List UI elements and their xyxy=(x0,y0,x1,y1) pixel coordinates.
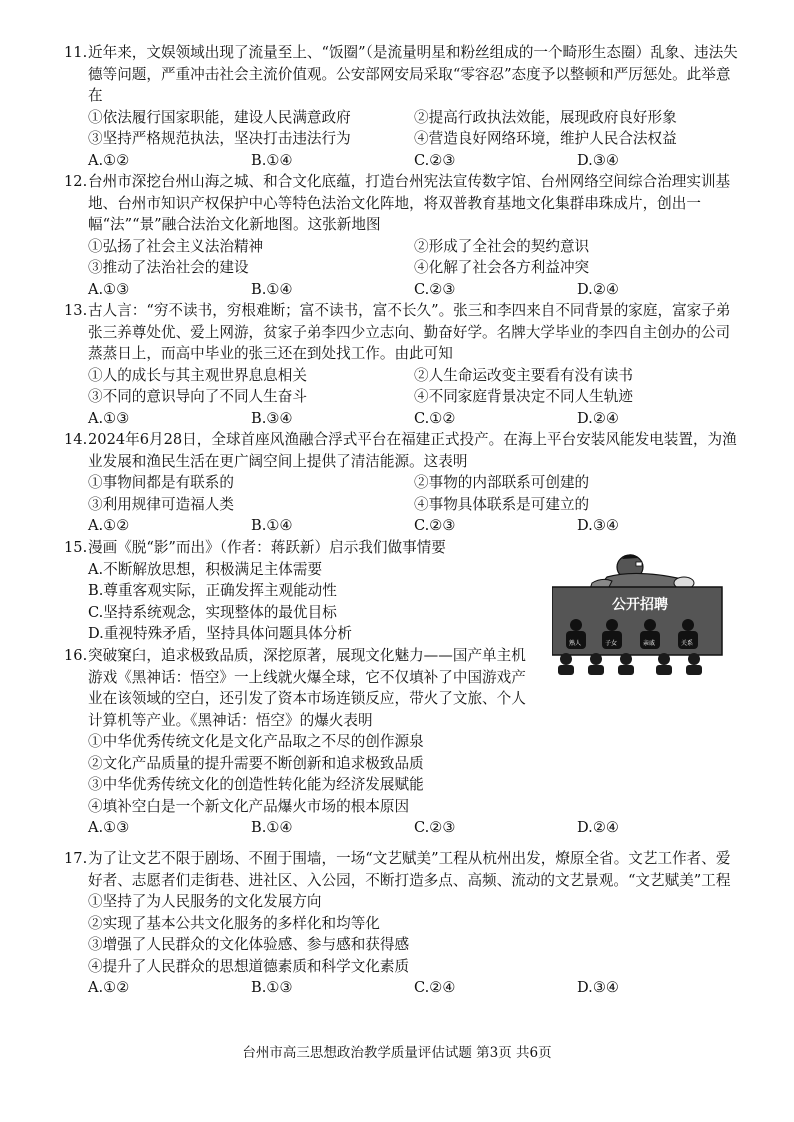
question-number: 14. xyxy=(64,431,88,448)
answer-choice: D.③④ xyxy=(577,151,619,169)
question-14 xyxy=(64,429,740,537)
answer-choice: B.①④ xyxy=(251,819,293,836)
question-number: 13. xyxy=(64,302,88,319)
question-number: 17. xyxy=(64,850,88,867)
answer-choice: D.③④ xyxy=(577,979,619,996)
stem-text: 台州市深挖台州山海之城、和合文化底蕴，打造台州宪法宣传数字馆、台州网络空间综合治理实训基地、台州市知识产权保护中心等特色法治文化阵地，将双普教育基地文化集群串珠成片，创出一幅“法”“景”融合法治文化新地图。这张新地图 xyxy=(88,173,731,233)
question-stem xyxy=(64,537,544,559)
answer-choice: C.②③ xyxy=(414,280,456,298)
question-stem xyxy=(64,645,540,731)
question-13 xyxy=(64,300,740,429)
question-15 xyxy=(64,537,544,645)
question-17 xyxy=(64,848,740,999)
answer-choice: B.①③ xyxy=(251,979,293,996)
answer-choice: C.①② xyxy=(414,409,456,427)
answer-choice: B.①④ xyxy=(251,151,293,169)
option-statement: ③增强了人民群众的文化体验感、参与感和获得感 xyxy=(88,936,410,953)
answer-choice: A.①③ xyxy=(88,409,130,427)
option-statement: ④不同家庭背景决定不同人生轨迹 xyxy=(414,388,633,405)
option-statement: ①依法履行国家职能，建设人民满意政府 xyxy=(88,108,351,126)
option-statement: ③坚持严格规范执法，坚决打击违法行为 xyxy=(88,130,351,147)
option-statement: ①事物间都是有联系的 xyxy=(88,474,234,491)
option-statement: ②人生命运改变主要看有没有读书 xyxy=(414,366,633,384)
silhouette-label: 亲戚 xyxy=(643,640,656,647)
stem-text: 突破窠臼，追求极致品质，深挖原著，展现文化魅力——国产单主机游戏《黑神话：悟空》一上线就火爆全球，它不仅填补了中国游戏产业在该领域的空白，还引发了资本市场连锁反应，带火了文旅、个人计算机等产业。《黑神话：悟空》的爆火表明 xyxy=(88,647,526,729)
silhouette-label: 子女 xyxy=(605,640,618,647)
answer-choice: B.③④ xyxy=(251,409,293,427)
stem-text: 为了让文艺不限于剧场、不囿于围墙，一场“文艺赋美”工程从杭州出发，燎原全省。文艺工作者、爱好者、志愿者们走街巷、进社区、入公园，不断打造多点、高频、流动的文艺景观。“文艺赋美”工程 xyxy=(88,850,731,889)
answer-choice: B.尊重客观实际，正确发挥主观能动性 xyxy=(88,582,337,599)
option-statement: ④提升了人民群众的思想道德素质和科学文化素质 xyxy=(88,957,410,975)
question-number: 11. xyxy=(64,44,88,61)
stem-text: 古人言：“穷不读书，穷根难断；富不读书，富不长久”。张三和李四来自不同背景的家庭，富家子弟张三养尊处优、爱上网游，贫家子弟李四少立志向、勤奋好学。名牌大学毕业的李四自主创办的公司蒸蒸日上，而高中毕业的张三还在到处找工作。由此可知 xyxy=(88,302,731,362)
question-stem xyxy=(64,42,740,107)
option-statement: ②形成了全社会的契约意识 xyxy=(414,237,590,255)
answer-choice: D.②④ xyxy=(577,409,619,427)
option-statement: ②事物的内部联系可创建的 xyxy=(414,474,590,491)
answer-choice: A.①③ xyxy=(88,280,130,298)
option-statement: ③不同的意识导向了不同人生奋斗 xyxy=(88,388,307,405)
option-statement: ④营造良好网络环境，维护人民合法权益 xyxy=(414,130,677,147)
answer-choice: A.①② xyxy=(88,979,130,996)
silhouette-label: 熟人 xyxy=(569,640,582,647)
option-statement: ②实现了基本公共文化服务的多样化和均等化 xyxy=(88,914,380,932)
question-16 xyxy=(64,645,740,839)
board-text: 公开招聘 xyxy=(612,597,668,613)
answer-choice: C.②③ xyxy=(414,819,456,836)
answer-choice: D.②④ xyxy=(577,819,619,836)
answer-choice: D.重视特殊矛盾，坚持具体问题具体分析 xyxy=(88,625,352,642)
answer-choice: D.③④ xyxy=(577,517,619,534)
stem-text: 近年来，文娱领域出现了流量至上、“饭圈”（是流量明星和粉丝组成的一个畸形生态圈）乱象、违法失德等问题，严重冲击社会主流价值观。公安部网安局采取“零容忍”态度予以整顿和严厉惩处。此举意在 xyxy=(88,44,738,104)
question-number: 16. xyxy=(64,647,88,664)
answer-choice: C.②③ xyxy=(414,151,456,169)
option-statement: ②提高行政执法效能，展现政府良好形象 xyxy=(414,108,677,126)
silhouette-label: 关系 xyxy=(681,640,694,647)
answer-choice: A.①② xyxy=(88,151,130,169)
option-statement: ③推动了法治社会的建设 xyxy=(88,259,249,276)
answer-choice: B.①④ xyxy=(251,517,293,534)
answer-choice: A.①③ xyxy=(88,819,130,836)
option-statement: ①人的成长与其主观世界息息相关 xyxy=(88,366,307,384)
question-stem xyxy=(64,848,740,891)
question-stem xyxy=(64,429,740,472)
option-statement: ④化解了社会各方利益冲突 xyxy=(414,259,590,276)
option-statement: ①弘扬了社会主义法治精神 xyxy=(88,237,264,255)
stem-text: 漫画《脱“影”而出》（作者：蒋跃新）启示我们做事情要 xyxy=(88,539,446,556)
option-statement: ①中华优秀传统文化是文化产品取之不尽的创作源泉 xyxy=(88,733,424,750)
page-footer: 台州市高三思想政治教学质量评估试题 第3页 共6页 xyxy=(242,1045,552,1061)
answer-choice: A.①② xyxy=(88,517,130,534)
question-stem xyxy=(64,171,740,236)
question-number: 12. xyxy=(64,173,88,190)
question-stem xyxy=(64,300,740,365)
question-number: 15. xyxy=(64,539,88,556)
question-11 xyxy=(64,42,740,171)
answer-choice: C.②④ xyxy=(414,979,456,996)
option-statement: ④填补空白是一个新文化产品爆火市场的根本原因 xyxy=(88,797,410,815)
option-statement: ③利用规律可造福人类 xyxy=(88,495,234,513)
answer-choice: A.不断解放思想，积极满足主体需要 xyxy=(88,560,323,578)
option-statement: ④事物具体联系是可建立的 xyxy=(414,495,590,513)
answer-choice: C.坚持系统观念，实现整体的最优目标 xyxy=(88,603,337,621)
recruiter-figure xyxy=(590,554,694,589)
option-statement: ②文化产品质量的提升需要不断创新和追求极致品质 xyxy=(88,754,424,772)
question-12 xyxy=(64,171,740,300)
answer-choice: C.②③ xyxy=(414,517,456,534)
option-statement: ①坚持了为人民服务的文化发展方向 xyxy=(88,893,322,910)
answer-choice: B.①④ xyxy=(251,280,293,298)
answer-choice: D.②④ xyxy=(577,280,619,298)
stem-text: 2024年6月28日，全球首座风渔融合浮式平台在福建正式投产。在海上平台安装风能发电装置，为渔业发展和渔民生活在更广阔空间上提供了清洁能源。这表明 xyxy=(88,431,737,470)
option-statement: ③中华优秀传统文化的创造性转化能为经济发展赋能 xyxy=(88,776,424,793)
